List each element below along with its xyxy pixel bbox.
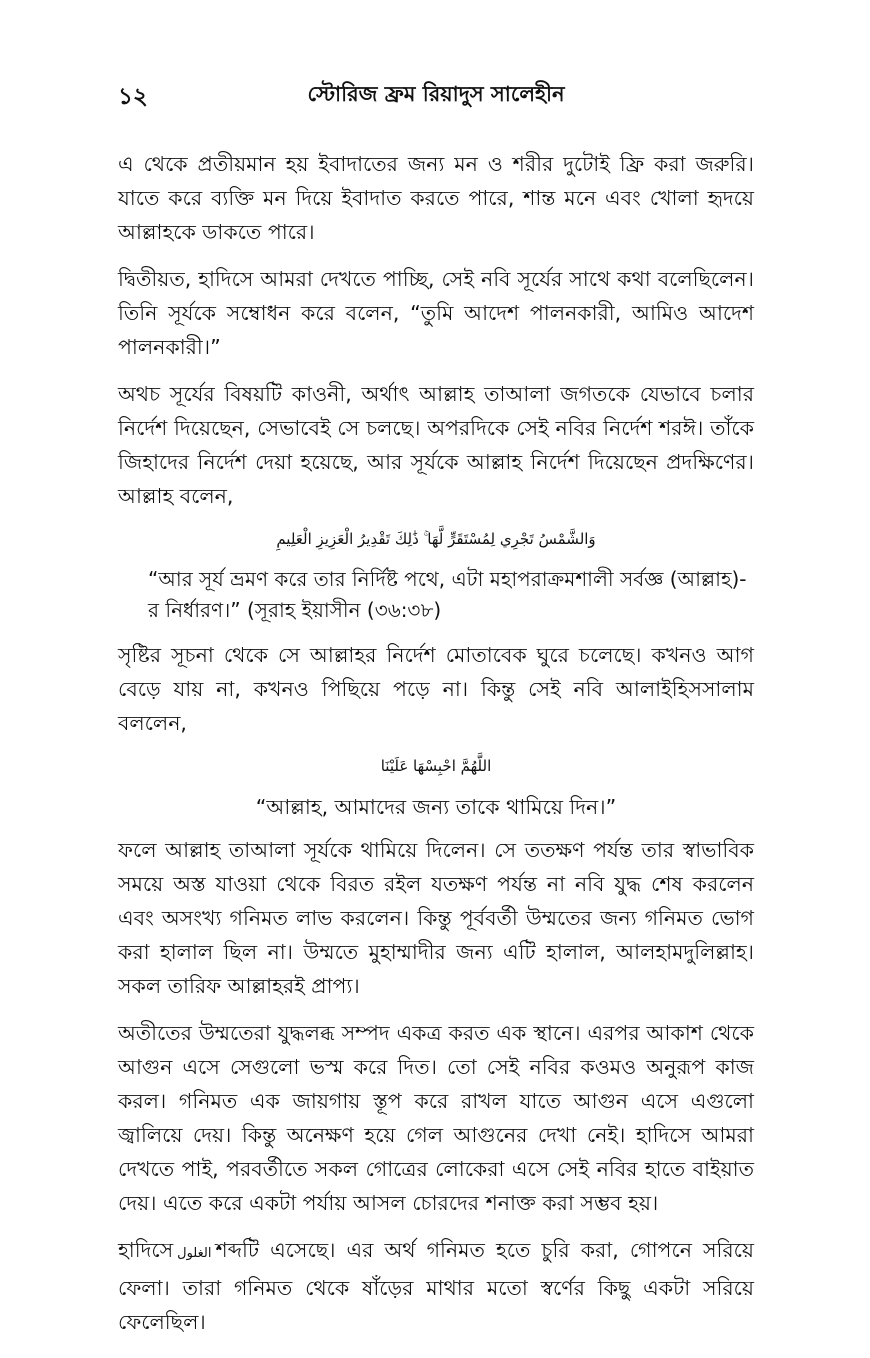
paragraph-7: [118, 1233, 754, 1339]
arabic-verse-1: وَالشَّمْسُ تَجْرِي لِمُسْتَقَرٍّ لَّهَا ۚ ذَٰلِكَ تَقْدِيرُ الْعَزِيزِ الْعَلِيمِ: [276, 530, 596, 548]
page-header: [118, 78, 754, 118]
paragraph-6: অতীতের উম্মতেরা যুদ্ধলব্ধ সম্পদ একত্র করত এক স্থানে। এরপর আকাশ থেকে আগুন এসে সেগুলো ভস্ম করে দিত। তো সেই নবির কওমও অনুরূপ কাজ করল। গনিমত এক জায়গায় স্তূপ করে রাখল যাতে আগুন এসে এগুলো জ্বালিয়ে দেয়। কিন্তু অনেক্ষণ হয়ে গেল আগুনের দেখা নেই। হাদিসে আমরা দেখতে পাই, পরবর্তীতে সকল গোত্রের লোকেরা এসে সেই নবির হাতে বাইয়াত দেয়। এতে করে একটা পর্যায় আসল চোরদের শনাক্ত করা সম্ভব হয়।: [118, 1021, 754, 1215]
paragraph-5: ফলে আল্লাহ তাআলা সূর্যকে থামিয়ে দিলেন। সে ততক্ষণ পর্যন্ত তার স্বাভাবিক সময়ে অস্ত যাওয়া থেকে বিরত রইল যতক্ষণ পর্যন্ত না নবি যুদ্ধ শেষ করলেন এবং অসংখ্য গনিমত লাভ করলেন। কিন্তু পূর্ববর্তী উম্মতের জন্য গনিমত ভোগ করা হালাল ছিল না। উম্মতে মুহাম্মাদীর জন্য এটি হালাল, আলহামদুলিল্লাহ। সকল তারিফ আল্লাহরই প্রাপ্য।: [118, 838, 754, 998]
page-number: ১২: [118, 84, 148, 110]
inline-arabic-term: الغلول: [177, 1246, 212, 1261]
arabic-dua: اللَّهُمَّ احْبِسْهَا عَلَيْنَا: [380, 757, 492, 775]
paragraph-3: অথচ সূর্যের বিষয়টি কাওনী, অর্থাৎ আল্লাহ তাআলা জগতকে যেভাবে চলার নির্দেশ দিয়েছেন, সেভাবেই সে চলছে। অপরদিকে সেই নবির নির্দেশ শরঈ। তাঁকে জিহাদের নির্দেশ দেয়া হয়েছে, আর সূর্যকে আল্লাহ নির্দেশ দিয়েছেন প্রদক্ষিণের। আল্লাহ বলেন,: [118, 382, 754, 508]
page-body: [118, 147, 754, 1352]
running-title: স্টোরিজ ফ্রম রিয়াদুস সালেহীন: [307, 82, 565, 106]
dua-translation: “আল্লাহ, আমাদের জন্য তাকে থামিয়ে দিন।”: [255, 795, 617, 819]
verse-translation-1: “আর সূর্য ভ্রমণ করে তার নির্দিষ্ট পথে, এটা মহাপরাক্রমশালী সর্বজ্ঞ (আল্লাহ)-র নির্ধারণ।” (সূরাহ ইয়াসীন (৩৬:৩৮): [148, 567, 747, 622]
paragraph-1: এ থেকে প্রতীয়মান হয় ইবাদাতের জন্য মন ও শরীর দুটোই ফ্রি করা জরুরি। যাতে করে ব্যক্তি মন দিয়ে ইবাদাত করতে পারে, শান্ত মনে এবং খোলা হৃদয়ে আল্লাহকে ডাকতে পারে।: [118, 152, 754, 244]
paragraph-2: দ্বিতীয়ত, হাদিসে আমরা দেখতে পাচ্ছি, সেই নবি সূর্যের সাথে কথা বলেছিলেন। তিনি সূর্যকে সম্বোধন করে বলেন, “তুমি আদেশ পালনকারী, আমিও আদেশ পালনকারী।”: [118, 267, 754, 359]
paragraph-7-start: হাদিসে: [118, 1238, 174, 1262]
paragraph-7-rest: শব্দটি এসেছে। এর অর্থ গনিমত হতে চুরি করা, গোপনে সরিয়ে ফেলা। তারা গনিমত থেকে ষাঁড়ের মাথার মতো স্বর্ণের কিছু একটা সরিয়ে ফেলেছিল।: [118, 1238, 754, 1334]
paragraph-4: সৃষ্টির সূচনা থেকে সে আল্লাহর নির্দেশ মোতাবেক ঘুরে চলেছে। কখনও আগ বেড়ে যায় না, কখনও পিছিয়ে পড়ে না। কিন্তু সেই নবি আলাইহিসসালাম বললেন,: [118, 643, 754, 735]
